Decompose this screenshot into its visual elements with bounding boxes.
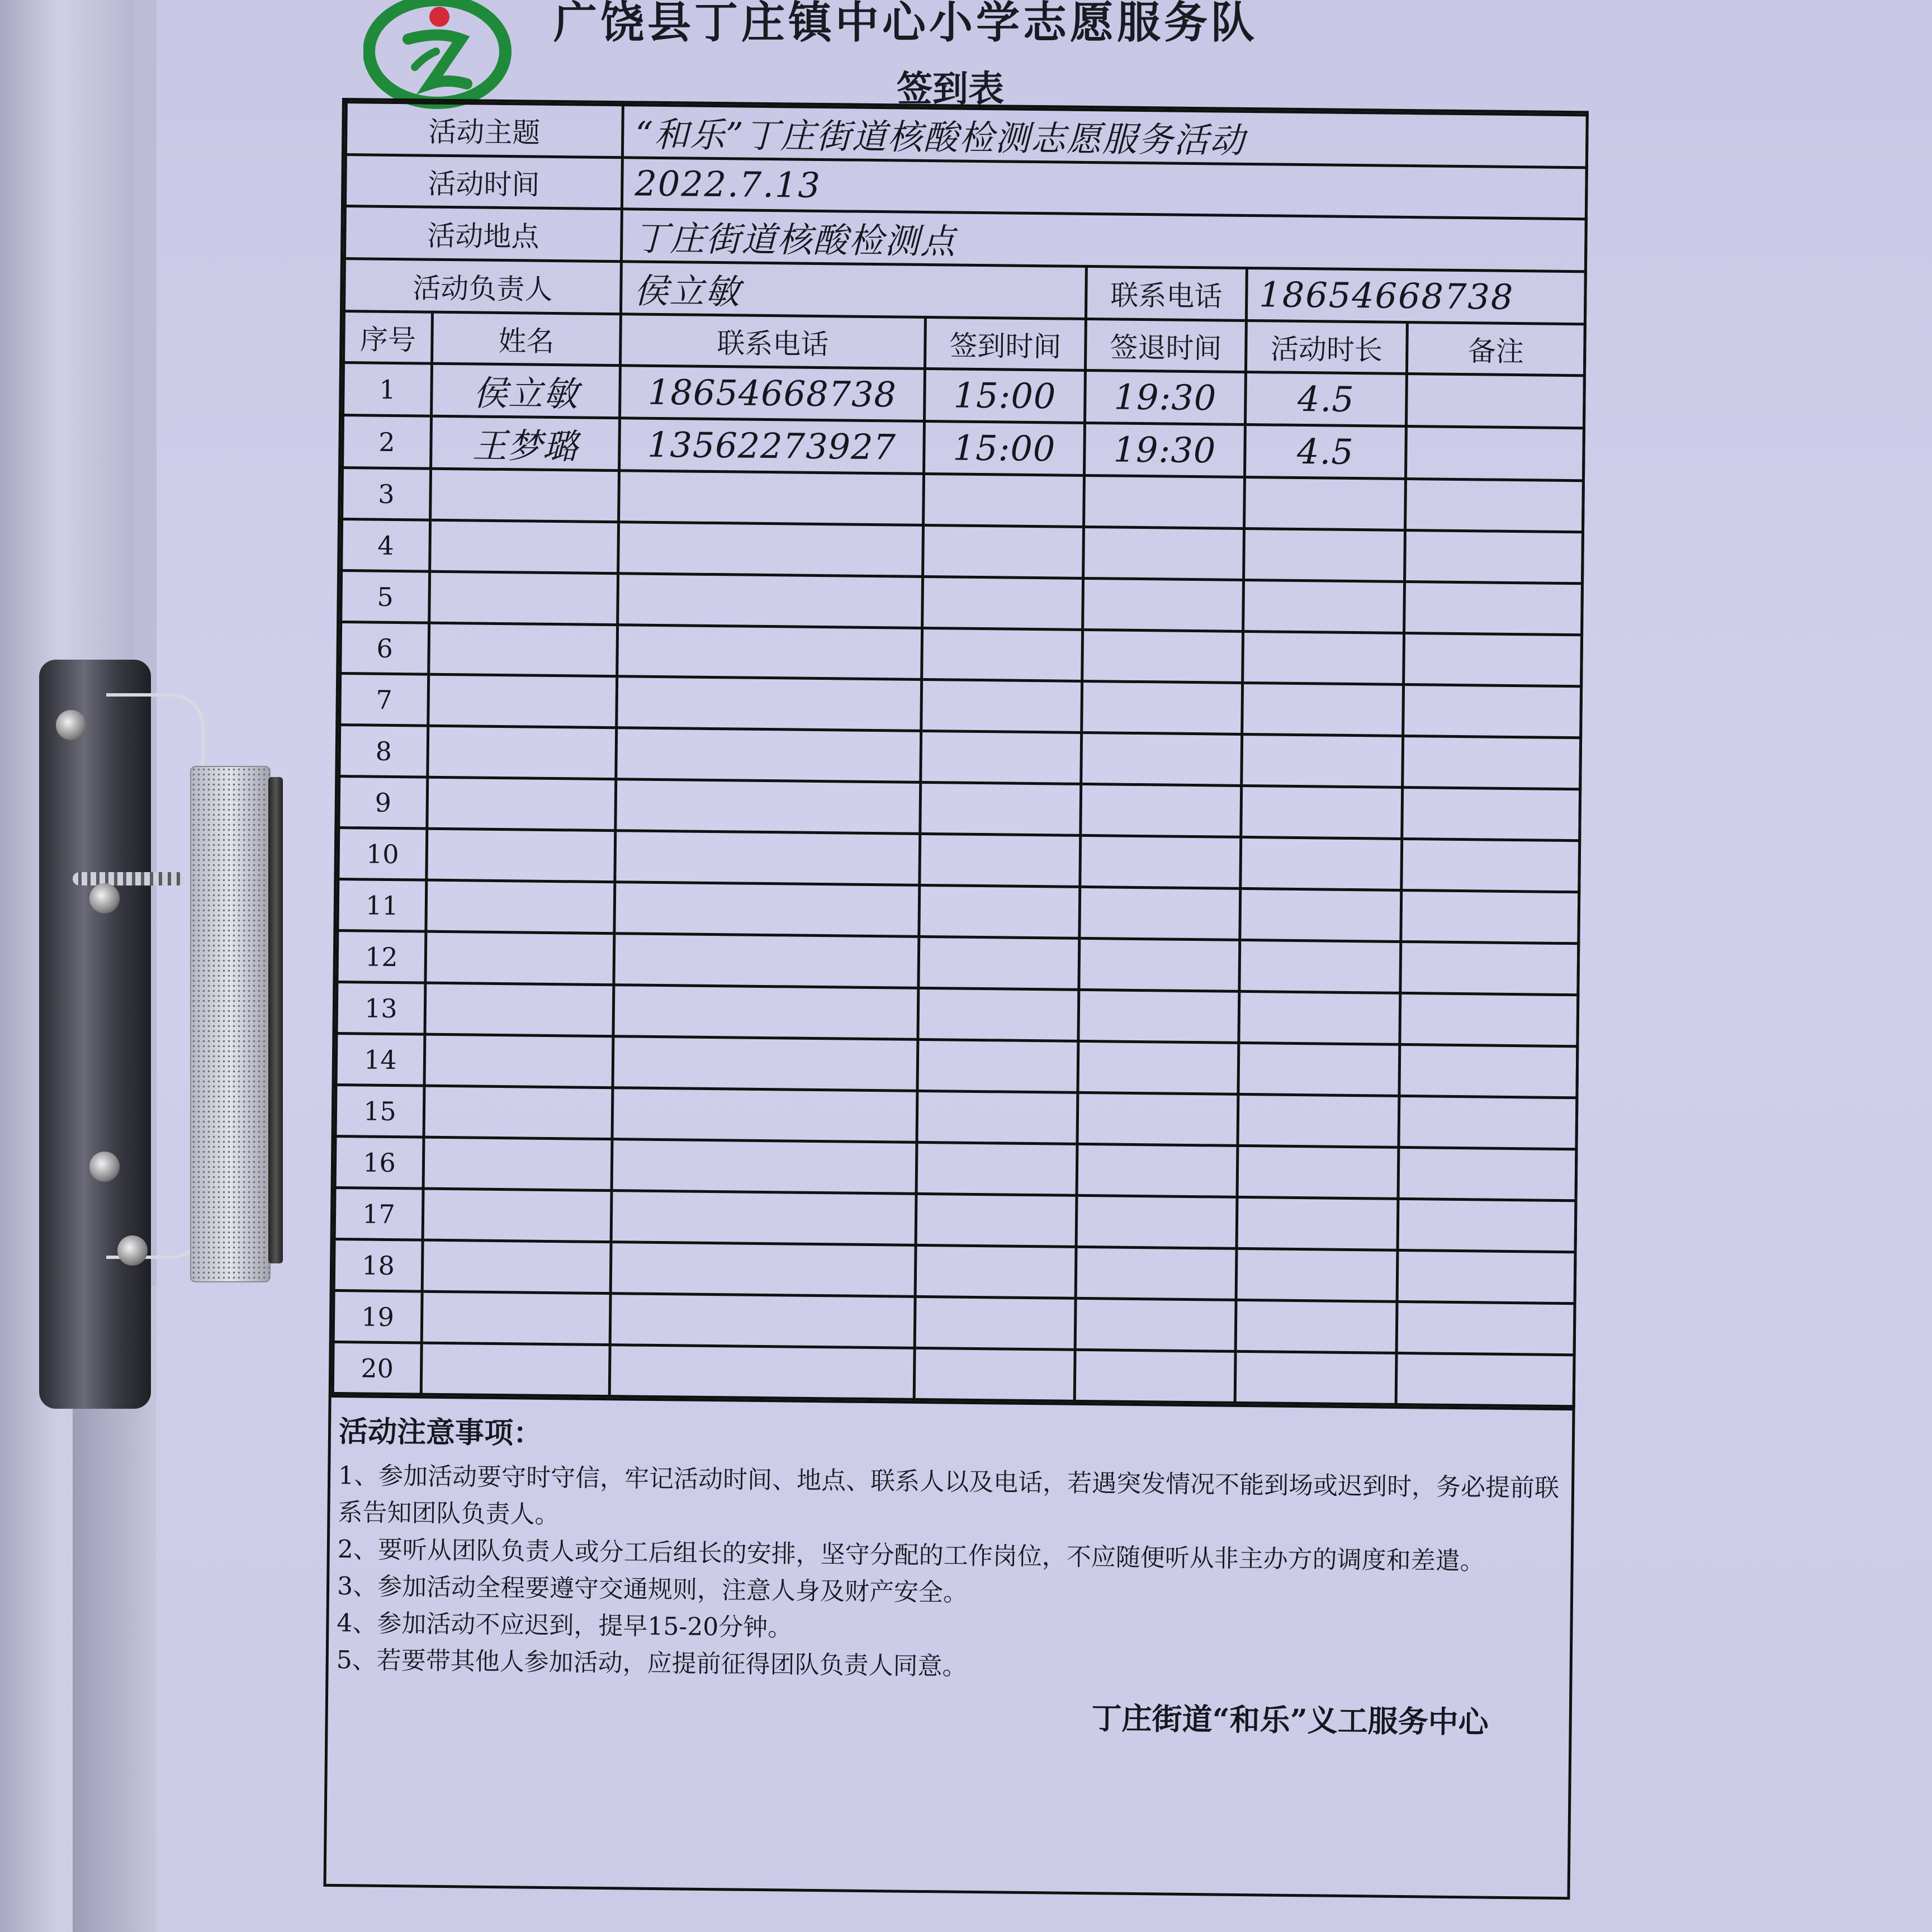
clip-rivet — [89, 883, 120, 913]
clip-lever[interactable] — [190, 766, 271, 1282]
clip-rivet — [56, 710, 86, 740]
row-remarks[interactable] — [1401, 890, 1579, 943]
theme-value[interactable]: “和乐”丁庄街道核酸检测志愿服务活动 — [622, 105, 1587, 168]
row-duration[interactable] — [1244, 477, 1406, 530]
row-sign-in-time[interactable] — [916, 1194, 1077, 1247]
row-number: 15 — [335, 1085, 424, 1137]
row-phone[interactable] — [615, 779, 921, 834]
row-sign-in-time[interactable] — [917, 1091, 1078, 1144]
row-phone[interactable] — [619, 471, 924, 525]
row-name[interactable] — [430, 520, 619, 574]
place-label: 活动地点 — [344, 206, 622, 262]
row-duration[interactable] — [1241, 785, 1403, 839]
row-sign-in-time[interactable]: 15:00 — [924, 421, 1085, 475]
row-number: 16 — [335, 1136, 424, 1188]
notes-item: 5、若要带其他人参加活动，应提前征得团队负责人同意。 — [336, 1646, 967, 1681]
leader-value[interactable]: 侯立敏 — [621, 262, 1086, 319]
row-duration[interactable] — [1240, 837, 1402, 890]
row-name[interactable] — [424, 1086, 613, 1139]
row-phone[interactable]: 13562273927 — [619, 418, 925, 474]
col-header-remarks: 备注 — [1407, 322, 1585, 375]
time-value[interactable]: 2022.7.13 — [622, 158, 1587, 219]
row-remarks[interactable] — [1396, 1353, 1574, 1406]
row-name[interactable] — [423, 1188, 612, 1242]
row-name[interactable] — [422, 1240, 611, 1294]
row-remarks[interactable] — [1405, 479, 1584, 532]
row-phone[interactable] — [611, 1191, 916, 1246]
row-number: 12 — [337, 930, 426, 983]
row-sign-in-time[interactable] — [918, 936, 1079, 989]
row-number: 18 — [334, 1239, 423, 1291]
row-name[interactable] — [422, 1291, 610, 1345]
row-phone[interactable] — [610, 1242, 916, 1297]
row-sign-out-time[interactable]: 19:30 — [1084, 423, 1245, 477]
row-duration[interactable] — [1235, 1351, 1396, 1404]
row-number: 6 — [340, 622, 429, 675]
row-duration[interactable] — [1238, 1094, 1399, 1147]
row-sign-in-time[interactable] — [914, 1348, 1075, 1401]
row-name[interactable] — [424, 1034, 613, 1088]
row-sign-out-time[interactable] — [1081, 732, 1242, 785]
row-remarks[interactable] — [1400, 993, 1578, 1046]
row-phone[interactable] — [613, 985, 918, 1040]
row-remarks[interactable] — [1405, 426, 1584, 480]
row-sign-out-time[interactable] — [1074, 1349, 1235, 1403]
leader-label: 活动负责人 — [344, 259, 622, 314]
row-sign-in-time[interactable] — [921, 679, 1082, 732]
row-sign-out-time[interactable]: 19:30 — [1085, 370, 1246, 424]
row-name[interactable] — [425, 983, 614, 1036]
row-sign-out-time[interactable] — [1076, 1247, 1237, 1300]
row-name[interactable] — [427, 828, 615, 882]
row-phone[interactable] — [612, 1088, 917, 1143]
row-number: 11 — [338, 879, 427, 932]
row-sign-out-time[interactable] — [1083, 527, 1244, 580]
row-sign-out-time[interactable] — [1079, 938, 1240, 991]
row-sign-out-time[interactable] — [1077, 1144, 1238, 1197]
notes-item: 3、参加活动全程要遵守交通规则，注意人身及财产安全。 — [337, 1572, 968, 1607]
row-number: 3 — [342, 468, 431, 520]
clip-spring — [73, 872, 184, 886]
row-sign-out-time[interactable] — [1082, 629, 1243, 683]
row-number: 17 — [334, 1187, 423, 1240]
row-duration[interactable] — [1242, 683, 1404, 736]
row-sign-in-time[interactable] — [920, 782, 1081, 835]
row-remarks[interactable] — [1399, 1044, 1578, 1097]
theme-label: 活动主题 — [345, 102, 623, 158]
row-name[interactable] — [421, 1343, 610, 1396]
row-number: 10 — [338, 828, 427, 880]
clipboard-clip — [22, 660, 285, 1420]
col-header-name: 姓名 — [432, 312, 621, 366]
row-sign-out-time[interactable] — [1084, 475, 1245, 528]
row-phone[interactable]: 18654668738 — [620, 366, 925, 422]
row-duration[interactable] — [1235, 1300, 1397, 1353]
col-header-duration: 活动时长 — [1246, 320, 1407, 373]
row-duration[interactable] — [1240, 888, 1401, 941]
row-sign-in-time[interactable]: 15:00 — [924, 368, 1085, 423]
row-sign-in-time[interactable] — [923, 525, 1084, 578]
volunteer-logo-icon — [363, 0, 512, 112]
row-name[interactable] — [426, 880, 615, 934]
row-name[interactable] — [429, 623, 618, 676]
row-duration[interactable] — [1243, 631, 1404, 684]
row-phone[interactable] — [614, 934, 919, 988]
clip-spine — [268, 777, 283, 1263]
row-name[interactable]: 王梦璐 — [431, 416, 620, 471]
row-sign-out-time[interactable] — [1082, 681, 1243, 734]
row-sign-in-time[interactable] — [920, 834, 1081, 887]
row-name[interactable] — [425, 931, 614, 985]
row-remarks[interactable] — [1402, 787, 1580, 840]
row-sign-in-time[interactable] — [915, 1245, 1076, 1298]
row-sign-in-time[interactable] — [916, 1142, 1077, 1195]
row-phone[interactable] — [610, 1294, 915, 1348]
row-sign-out-time[interactable] — [1079, 887, 1240, 940]
notes-item: 4、参加活动不应迟到，提早15-20分钟。 — [337, 1609, 793, 1642]
row-name[interactable] — [429, 571, 618, 625]
row-duration[interactable]: 4.5 — [1245, 372, 1407, 426]
row-phone[interactable] — [609, 1345, 915, 1400]
row-phone[interactable] — [617, 676, 922, 731]
time-label: 活动时间 — [345, 155, 622, 209]
row-sign-out-time[interactable] — [1077, 1092, 1238, 1145]
row-remarks[interactable] — [1400, 941, 1579, 995]
notes-item: 1、参加活动要守时守信，牢记活动时间、地点、联系人以及电话，若遇突发情况不能到场或迟到时，务必提前联系告知团队负责人。 — [338, 1461, 1560, 1530]
row-remarks[interactable] — [1405, 530, 1583, 583]
row-duration[interactable] — [1239, 991, 1400, 1044]
col-header-phone: 联系电话 — [621, 314, 926, 369]
row-duration[interactable] — [1242, 734, 1403, 787]
row-sign-in-time[interactable] — [919, 885, 1080, 938]
row-remarks[interactable] — [1398, 1147, 1576, 1200]
row-phone[interactable] — [613, 1036, 918, 1091]
notes-item: 2、要听从团队负责人或分工后组长的安排，坚守分配的工作岗位，不应随便听从非主办方的调度和差遣。 — [337, 1535, 1485, 1576]
row-remarks[interactable] — [1398, 1199, 1576, 1252]
notes-section — [328, 1395, 1572, 1742]
row-sign-in-time[interactable] — [921, 731, 1082, 784]
row-duration[interactable] — [1238, 1043, 1400, 1096]
row-phone[interactable] — [617, 625, 922, 680]
row-sign-out-time[interactable] — [1081, 784, 1242, 837]
row-remarks[interactable] — [1406, 373, 1584, 428]
row-number: 1 — [343, 363, 432, 416]
row-remarks[interactable] — [1403, 736, 1581, 789]
clip-rivet — [89, 1152, 120, 1182]
row-duration[interactable] — [1236, 1248, 1398, 1301]
row-phone[interactable] — [612, 1139, 917, 1194]
row-phone[interactable] — [618, 522, 924, 577]
org-title: 广饶县丁庄镇中心小学志愿服务队 — [553, 0, 1258, 48]
sign-in-form — [323, 98, 1588, 1900]
row-name[interactable] — [423, 1137, 612, 1191]
row-phone[interactable] — [616, 728, 921, 783]
form-title: 签到表 — [897, 68, 1004, 110]
row-remarks[interactable] — [1397, 1250, 1575, 1303]
row-number: 19 — [333, 1290, 422, 1343]
row-sign-out-time[interactable] — [1078, 1041, 1239, 1094]
col-header-sign-out: 签退时间 — [1085, 319, 1246, 372]
row-duration[interactable]: 4.5 — [1244, 424, 1406, 479]
row-sign-in-time[interactable] — [918, 988, 1079, 1041]
row-name[interactable] — [428, 726, 617, 779]
row-name[interactable] — [430, 468, 619, 522]
row-sign-in-time[interactable] — [922, 576, 1083, 629]
activity-info-table — [332, 101, 1589, 1408]
sign-in-rows — [333, 363, 1584, 1407]
row-duration[interactable] — [1237, 1197, 1398, 1250]
row-remarks[interactable] — [1404, 581, 1583, 634]
row-remarks[interactable] — [1401, 839, 1580, 892]
row-phone[interactable] — [615, 831, 920, 886]
row-sign-out-time[interactable] — [1075, 1298, 1236, 1351]
row-sign-in-time[interactable] — [924, 473, 1085, 527]
row-duration[interactable] — [1244, 528, 1405, 581]
row-remarks[interactable] — [1396, 1301, 1575, 1355]
row-number: 8 — [339, 725, 428, 778]
row-sign-out-time[interactable] — [1076, 1195, 1237, 1248]
footer-organization: 丁庄街道“和乐”义工服务中心 — [1091, 1700, 1489, 1740]
row-sign-out-time[interactable] — [1080, 835, 1241, 888]
row-remarks[interactable] — [1403, 684, 1581, 737]
row-phone[interactable] — [618, 574, 923, 628]
row-duration[interactable] — [1237, 1145, 1399, 1199]
col-header-sign-in: 签到时间 — [925, 317, 1086, 370]
row-number: 2 — [343, 415, 432, 469]
row-remarks[interactable] — [1404, 633, 1582, 686]
row-sign-in-time[interactable] — [915, 1296, 1076, 1349]
row-number: 9 — [339, 776, 428, 829]
row-number: 20 — [333, 1342, 422, 1394]
row-remarks[interactable] — [1399, 1096, 1577, 1149]
row-sign-in-time[interactable] — [917, 1039, 1078, 1092]
row-number: 7 — [340, 674, 429, 726]
row-phone[interactable] — [614, 882, 920, 937]
row-number: 13 — [337, 982, 425, 1034]
leader-phone-value[interactable]: 18654668738 — [1246, 268, 1585, 324]
row-sign-in-time[interactable] — [922, 628, 1083, 681]
notes-title: 活动注意事项： — [338, 1414, 543, 1451]
place-value[interactable]: 丁庄街道核酸检测点 — [621, 209, 1586, 272]
col-header-no: 序号 — [344, 311, 433, 364]
row-name[interactable]: 侯立敏 — [432, 363, 621, 418]
row-number: 14 — [336, 1033, 425, 1086]
row-duration[interactable] — [1239, 940, 1401, 993]
row-duration[interactable] — [1243, 580, 1405, 633]
row-name[interactable] — [428, 674, 617, 728]
row-sign-out-time[interactable] — [1078, 989, 1239, 1043]
leader-phone-label: 联系电话 — [1086, 266, 1247, 320]
row-number: 4 — [342, 519, 430, 572]
row-name[interactable] — [427, 777, 616, 831]
row-number: 5 — [341, 571, 430, 623]
clip-rivet — [117, 1235, 148, 1266]
row-sign-out-time[interactable] — [1083, 578, 1244, 631]
